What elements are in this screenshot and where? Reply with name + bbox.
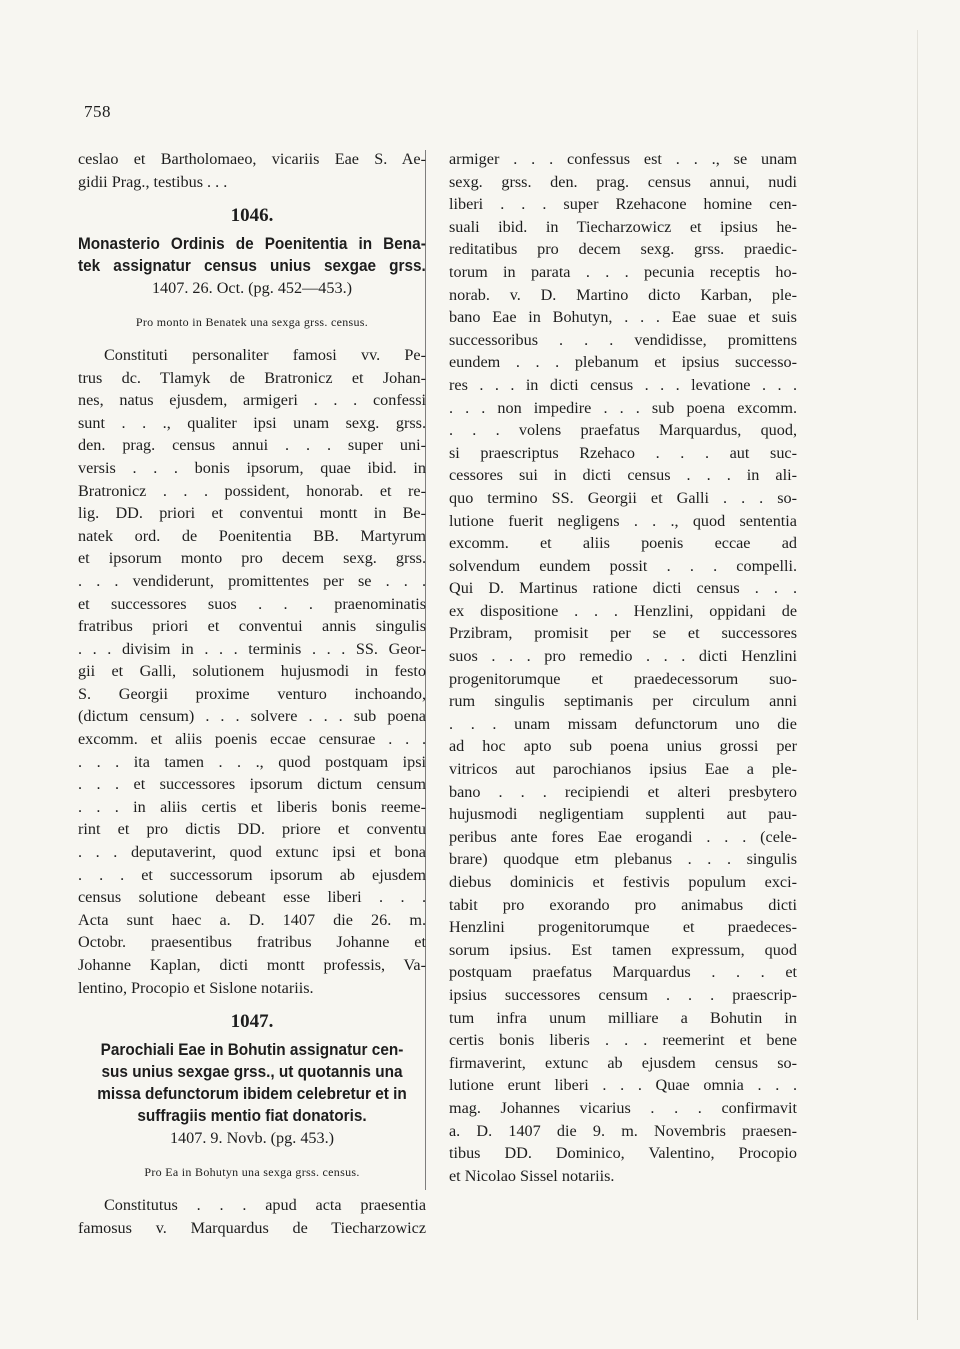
text-line: postquam praefatus Marquardus . . . et xyxy=(449,963,797,982)
text-line: brare) quodque etm plebanus . . . singulis xyxy=(449,850,797,869)
text-line: lig. DD. priori et conventui montt in Be- xyxy=(78,504,426,523)
text-line: trus dc. Tlamyk de Bratronicz et Johan- xyxy=(78,368,426,387)
text-line: si praescriptus Rzehaco . . . aut suc- xyxy=(449,443,797,462)
scan-edge xyxy=(917,30,918,1320)
text-line: ad hoc apto sub poena unius grossi per xyxy=(449,737,797,756)
left-column xyxy=(78,148,426,1239)
text-line: Octobr. praesentibus fratribus Johanne et xyxy=(78,933,426,952)
text-line: ipsius successores censum . . . praescrip- xyxy=(449,985,797,1004)
text-line: . . . volens praefatus Marquardus, quod, xyxy=(449,421,797,440)
text-line: Constituti personaliter famosi vv. Pe- xyxy=(104,345,426,364)
text-line: progenitorumque et praedecessorum suo- xyxy=(449,669,797,688)
text-line: gii et Galli, solutionem hujusmodi in festo xyxy=(78,662,426,681)
text-line: gidii Prag., testibus . . . xyxy=(78,172,228,191)
text-line: armiger . . . confessus est . . ., se unam xyxy=(449,150,797,168)
text-line: sexg. grss. den. prag. census annui, nudi xyxy=(449,172,797,191)
text-line: solvendum eundem possit . . . compelli. xyxy=(449,556,797,575)
text-line: . . . deputaverint, quod extunc ipsi et bona xyxy=(78,843,426,862)
text-line: et Nicolao Sissel notariis. xyxy=(449,1166,615,1185)
document-heading-line: missa defunctorum ibidem celebretur et in xyxy=(97,1084,407,1103)
text-line: eundem . . . plebanum et ipsius successo- xyxy=(449,353,797,372)
document-heading-line: Monasterio Ordinis de Poenitentia in Bena- xyxy=(78,234,426,253)
text-line: Johanne Kaplan, dicti montt professis, Va- xyxy=(78,956,426,974)
text-line: census solutione debeant esse liberi . . . xyxy=(78,888,426,907)
text-line: Acta sunt haec a. D. 1407 die 26. m. xyxy=(78,910,426,929)
text-line: Henzlini progenitorumque et praedeces- xyxy=(449,918,797,937)
text-line: Bratronicz . . . possident, honorab. et re- xyxy=(78,481,426,500)
text-line: . . . et successorum ipsorum ab ejusdem xyxy=(78,865,426,884)
text-line: Constitutus . . . apud acta praesentia xyxy=(104,1195,426,1214)
text-line: tibus DD. Dominico, Valentino, Procopio xyxy=(449,1144,797,1163)
text-line: successoribus . . . vendidisse, promittens xyxy=(449,330,797,349)
text-line: ex dispositione . . . Henzlini, oppidani de xyxy=(449,601,797,620)
text-line: reditatibus pro decem sexg. grss. praedic- xyxy=(449,240,797,259)
text-line: . . . vendiderunt, promittentes per se . . . xyxy=(78,571,426,590)
text-line: suos . . . pro remedio . . . dicti Henzlini xyxy=(449,647,797,666)
text-line: quo termino SS. Georgii et Galli . . . so- xyxy=(449,488,797,507)
text-line: cessores sui in dicti census . . . in ali- xyxy=(449,466,797,485)
text-line: excomm. et aliis poenis eccae ad xyxy=(449,534,797,553)
text-line: Przibram, promisit per se et successores xyxy=(449,624,797,643)
text-line: res . . . in dicti census . . . levatione . . . xyxy=(449,375,797,394)
text-line: a. D. 1407 die 9. m. Novembris praesen- xyxy=(449,1121,797,1140)
document-heading-line: Parochiali Eae in Bohutin assignatur cen- xyxy=(100,1040,404,1059)
text-line: den. prag. census annui . . . super uni- xyxy=(78,436,426,455)
text-line: bano . . . recipiendi et alteri presbytero xyxy=(449,782,797,801)
text-line: bano Eae in Bohutyn, . . . Eae suae et suis xyxy=(449,308,797,327)
text-line: . . . in aliis certis et liberis bonis reeme- xyxy=(78,797,426,816)
document-number: 1047. xyxy=(230,1011,274,1033)
text-line: lentino, Procopio et Sislone notariis. xyxy=(78,978,314,997)
document-body xyxy=(78,344,426,999)
document-summary: Pro monto in Benatek una sexga grss. census. xyxy=(135,315,369,330)
text-line: ceslao et Bartholomaeo, vicariis Eae S. Ae- xyxy=(78,150,426,168)
text-line: nes, natus ejusdem, armigeri . . . confessi xyxy=(78,391,426,410)
text-line: suali ibid. in Tiecharzowicz et ipsius he- xyxy=(449,217,797,236)
text-line: vitricos aut parochianos ipsius Eae a ple- xyxy=(449,760,797,779)
text-line: norab. v. D. Martino dicto Karban, ple- xyxy=(449,285,797,304)
text-line: et ipsorum monto pro decem sexg. grss. xyxy=(78,549,426,568)
text-line: natek ord. de Poenitentia BB. Martyrum xyxy=(78,526,426,545)
text-line: et successores suos . . . praenominatis xyxy=(78,594,426,613)
text-line: versis . . . bonis ipsorum, quae ibid. in xyxy=(78,458,426,477)
text-line: lutione erunt liberi . . . Quae omnia . . . xyxy=(449,1076,797,1095)
text-line: S. Georgii proxime venturo inchoando, xyxy=(78,684,426,703)
text-line: rum singulis septimanis per circulum anni xyxy=(449,692,797,711)
text-line: diebus dominicis et festivis populum exci- xyxy=(449,873,797,891)
text-line: firmaverint, extunc ab ejusdem census so- xyxy=(449,1053,797,1072)
text-line: lutione fuerit negligens . . ., quod sententia xyxy=(449,511,797,530)
text-line: . . . non impedire . . . sub poena excomm. xyxy=(449,398,797,417)
text-line: hujusmodi negligentiam supplenti aut pau- xyxy=(449,805,797,824)
text-line: certis bonis liberis . . . reemerint et bene xyxy=(449,1031,797,1050)
text-line: liberi . . . super Rzehacone homine cen- xyxy=(449,195,797,214)
text-line: . . . unam missam defunctorum uno die xyxy=(449,714,797,733)
text-line: fratribus priori et conventui annis singulis xyxy=(78,617,426,636)
document-heading-line: tek assignatur census unius sexgae grss. xyxy=(78,256,426,275)
document-body xyxy=(449,148,797,1187)
document-number: 1046. xyxy=(230,205,274,227)
text-line: . . . ita tamen . . ., quod postquam ipsi xyxy=(78,752,426,771)
text-line: famosus v. Marquardus de Tiecharzowicz xyxy=(78,1218,426,1237)
text-line: (dictum censum) . . . solvere . . . sub poena xyxy=(78,707,426,726)
text-line: peribus ante fores Eae erogandi . . . (cele- xyxy=(449,827,797,846)
text-line: . . . divisim in . . . terminis . . . SS. Geor- xyxy=(78,639,426,658)
text-line: Qui D. Martinus ratione dicti census . . . xyxy=(449,579,797,598)
page-number: 758 xyxy=(84,102,111,121)
right-column xyxy=(449,148,797,1187)
text-line: rint et pro dictis DD. priore et conventu xyxy=(78,820,426,839)
document-date: 1407. 26. Oct. (pg. 452—453.) xyxy=(151,278,353,297)
text-line: mag. Johannes vicarius . . . confirmavit xyxy=(449,1098,797,1117)
document-date: 1407. 9. Novb. (pg. 453.) xyxy=(169,1128,335,1147)
document-heading-line: suffragiis mentio fiat donatoris. xyxy=(137,1106,367,1125)
text-line: tum infra unum milliare a Bohutin in xyxy=(449,1008,797,1027)
text-line: torum in parata . . . pecunia receptis ho- xyxy=(449,262,797,281)
text-line: excomm. et aliis poenis eccae censurae . . . xyxy=(78,730,426,749)
text-line: sunt . . ., qualiter ipsi unam sexg. grss. xyxy=(78,413,426,432)
text-line: . . . et successores ipsorum dictum censum xyxy=(78,775,426,794)
text-line: tabit pro exorando pro animabus dicti xyxy=(449,895,797,914)
document-body xyxy=(78,1194,426,1239)
document-summary: Pro Ea in Bohutyn una sexga grss. census. xyxy=(144,1165,360,1180)
text-line: sorum ipsius. Est tamen expressum, quod xyxy=(449,940,797,959)
document-heading-line: sus unius sexgae grss., ut quotannis una xyxy=(101,1062,403,1081)
